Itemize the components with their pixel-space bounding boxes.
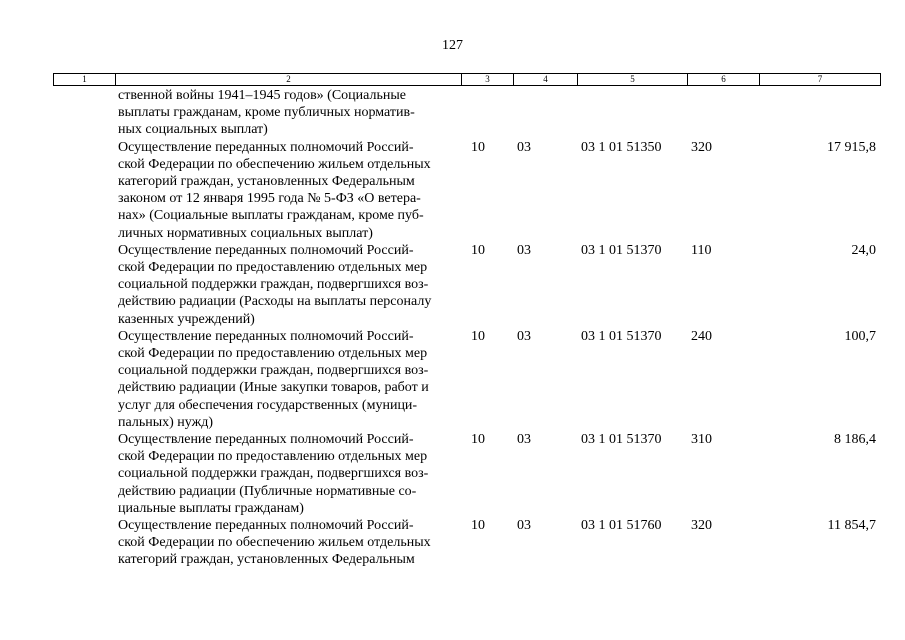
table-row — [0, 328, 905, 431]
row-description: Осуществление переданных полномочий Россий- ской Федерации по обеспечению жильем отдельных категорий граждан, установленных Федеральным — [118, 517, 431, 568]
header-col-7: 7 — [760, 74, 881, 86]
header-row — [54, 74, 881, 86]
row-expense-type: 110 — [691, 242, 712, 258]
row-amount: 11 854,7 — [827, 517, 876, 533]
header-col-3: 3 — [462, 74, 514, 86]
row-amount: 8 186,4 — [834, 431, 876, 447]
row-section: 10 — [471, 242, 485, 258]
table-row — [0, 139, 905, 242]
budget-table-body — [0, 87, 905, 569]
row-amount: 100,7 — [844, 328, 876, 344]
row-description: Осуществление переданных полномочий Россий- ской Федерации по предоставлению отдельных мер социальной поддержки граждан, подвергшихся воз- действию радиации (Иные закупки товаров, работ и услуг для обеспечения государственных (муници- пальных) нужд) — [118, 328, 429, 430]
row-expense-type: 320 — [691, 517, 712, 533]
header-col-5: 5 — [578, 74, 688, 86]
table-row — [0, 431, 905, 517]
row-subsection: 03 — [517, 139, 531, 155]
header-col-6: 6 — [688, 74, 760, 86]
row-expense-type: 240 — [691, 328, 712, 344]
row-description: Осуществление переданных полномочий Россий- ской Федерации по предоставлению отдельных мер социальной поддержки граждан, подвергшихся воз- действию радиации (Расходы на выплаты персоналу казенных учреждений) — [118, 242, 432, 327]
row-target-code: 03 1 01 51370 — [581, 328, 662, 344]
header-col-4: 4 — [514, 74, 578, 86]
row-subsection: 03 — [517, 517, 531, 533]
row-subsection: 03 — [517, 328, 531, 344]
table-row — [0, 517, 905, 569]
table-row — [0, 242, 905, 328]
row-description: Осуществление переданных полномочий Россий- ской Федерации по обеспечению жильем отдельных категорий граждан, установленных Федеральным законом от 12 января 1995 года № 5-ФЗ «О ветера- нах» (Социальные выплаты гражданам, кроме пуб- личных нормативных социальных выплат) — [118, 139, 431, 241]
column-number-header — [53, 73, 881, 86]
row-amount: 17 915,8 — [827, 139, 876, 155]
row-expense-type: 320 — [691, 139, 712, 155]
row-target-code: 03 1 01 51350 — [581, 139, 662, 155]
table-row — [0, 87, 905, 139]
row-description: ственной войны 1941–1945 годов» (Социальные выплаты гражданам, кроме публичных норматив- ных социальных выплат) — [118, 88, 415, 138]
row-target-code: 03 1 01 51760 — [581, 517, 662, 533]
row-description: Осуществление переданных полномочий Россий- ской Федерации по предоставлению отдельных мер социальной поддержки граждан, подвергшихся воз- действию радиации (Публичные нормативные со- циальные выплаты гражданам) — [118, 431, 429, 516]
header-col-2: 2 — [116, 74, 462, 86]
row-subsection: 03 — [517, 431, 531, 447]
row-section: 10 — [471, 431, 485, 447]
row-target-code: 03 1 01 51370 — [581, 242, 662, 258]
row-section: 10 — [471, 139, 485, 155]
row-target-code: 03 1 01 51370 — [581, 431, 662, 447]
page-number: 127 — [442, 38, 463, 53]
header-col-1: 1 — [54, 74, 116, 86]
row-expense-type: 310 — [691, 431, 712, 447]
row-amount: 24,0 — [851, 242, 876, 258]
row-section: 10 — [471, 328, 485, 344]
row-subsection: 03 — [517, 242, 531, 258]
row-section: 10 — [471, 517, 485, 533]
